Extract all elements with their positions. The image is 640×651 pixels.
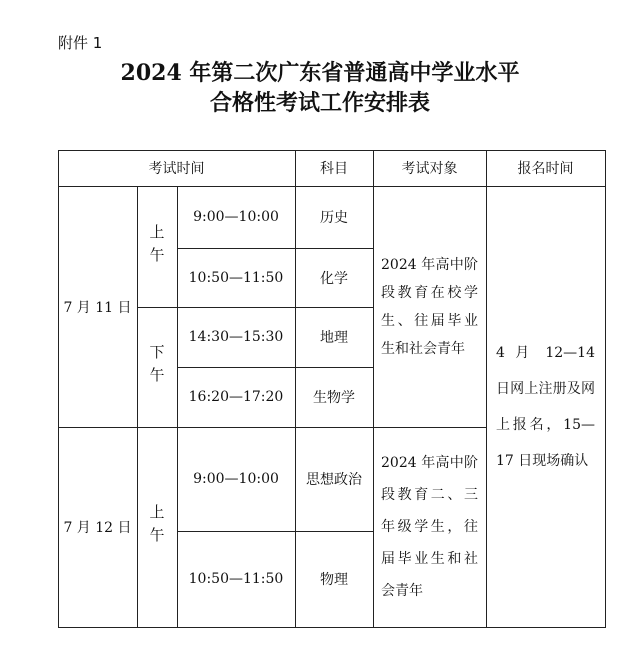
session-time: 9:00—10:00 [193,209,279,225]
period-day-1-pm: 下午 [147,344,166,390]
session-subject: 物理 [320,572,348,588]
document-title-line-2: 合格性考试工作安排表 [209,90,430,116]
session-time: 10:50—11:50 [188,571,284,587]
period-day-1-am: 上午 [147,223,166,270]
exam-schedule-table [58,150,606,628]
session-subject: 生物学 [313,390,355,406]
header-subject: 科目 [320,161,348,177]
exam-target-day-2: 2024 年高中阶段教育二、三年级学生，往届毕业生和社会青年 [381,455,478,599]
header-registration-time: 报名时间 [517,161,574,177]
session-subject: 思想政治 [306,472,362,488]
date-day-2: 7 月 12 日 [63,520,132,536]
registration-period: 4 月 12—14 日网上注册及网上报名，15—17 日现场确认 [496,344,595,469]
exam-target-day-1: 2024 年高中阶段教育在校学生、往届毕业生和社会青年 [381,256,478,357]
session-time: 14:30—15:30 [188,329,284,345]
document-title-line-1: 2024 年第二次广东省普通高中学业水平 [120,60,520,86]
session-subject: 地理 [320,330,348,346]
session-subject: 历史 [320,210,348,226]
date-day-1: 7 月 11 日 [63,299,132,316]
header-exam-target: 考试对象 [401,161,458,177]
session-time: 16:20—17:20 [188,389,284,405]
period-day-2-am: 上午 [147,504,166,550]
session-time: 9:00—10:00 [193,471,279,487]
session-time: 10:50—11:50 [188,269,284,286]
session-subject: 化学 [320,270,348,287]
attachment-label: 附件 1 [58,34,103,52]
header-exam-time: 考试时间 [148,161,205,177]
